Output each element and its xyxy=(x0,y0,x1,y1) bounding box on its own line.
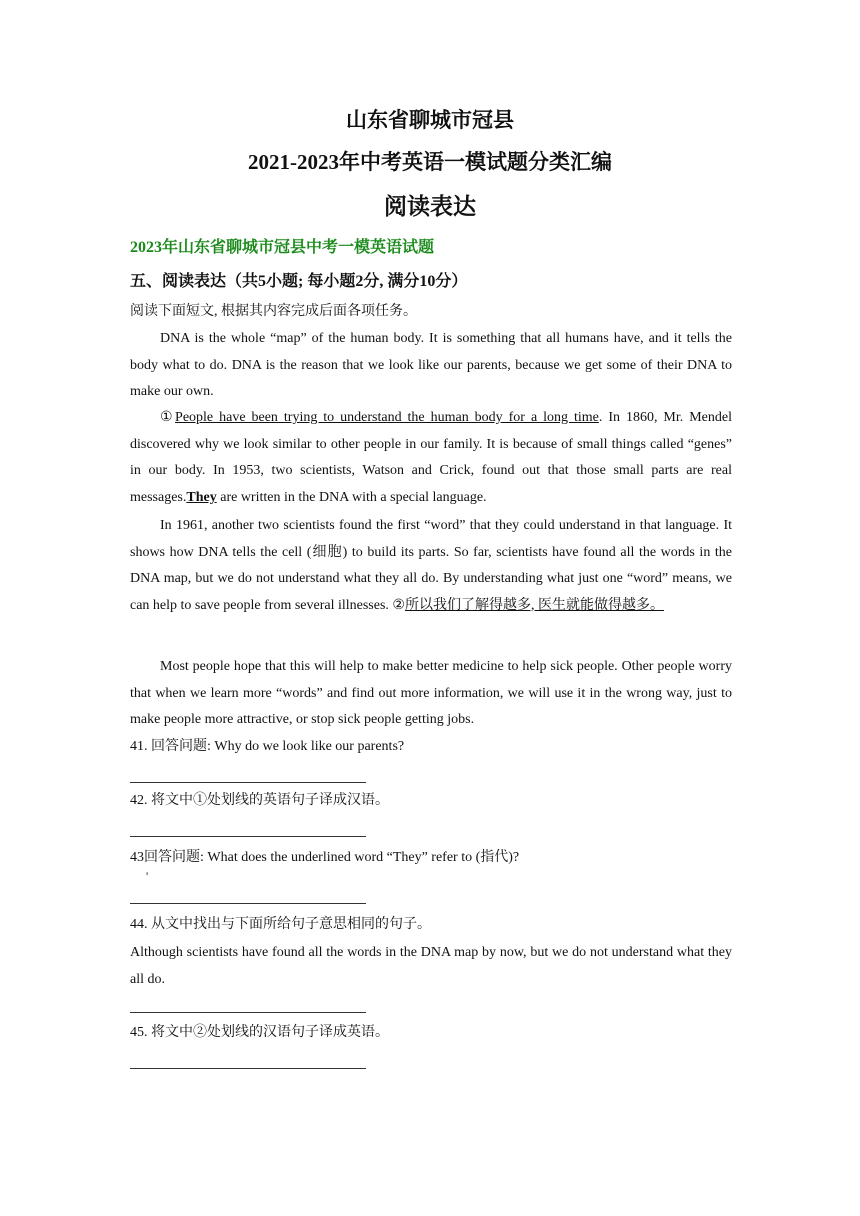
passage-paragraph-2 xyxy=(130,405,732,511)
header-region: 山东省聊城市冠县 xyxy=(346,108,514,132)
passage-paragraph-3 xyxy=(130,513,732,619)
header-collection-title: 2021-2023年中考英语一模试题分类汇编 xyxy=(248,150,612,174)
passage-paragraph-1: DNA is the whole “map” of the human body. It is something that all humans have, and it tells the body what to do. DNA is the reason that we look like our parents, because we get some of their DNA to make our own. xyxy=(130,331,732,399)
question-43: 43回答问题: What does the underlined word “They” refer to (指代)? xyxy=(130,850,520,865)
marker-2: ② xyxy=(392,597,405,613)
question-45: 45. 将文中②处划线的汉语句子译成英语。 xyxy=(130,1025,389,1040)
question-44: 44. 从文中找出与下面所给句子意思相同的句子。 xyxy=(130,917,431,932)
passage-paragraph-4: Most people hope that this will help to make better medicine to help sick people. Other people worry that when we learn more “words” and find out more information, we will use it in the wrong way, just to make people more attractive, or stop sick people getting jobs. xyxy=(130,659,732,727)
paragraph-2-middle: . In 1860, Mr. Mendel discovered why we look similar to other people in our family. It is because of small things called “genes” in our body. In 1953, two scientists, Watson and Crick, found out that those small parts are real messages. xyxy=(130,410,732,505)
section-title: 五、阅读表达（共5小题; 每小题2分, 满分10分） xyxy=(130,273,468,290)
answer-line-44[interactable] xyxy=(130,1012,366,1013)
question-41: 41. 回答问题: Why do we look like our parents? xyxy=(130,739,405,754)
question-42: 42. 将文中①处划线的英语句子译成汉语。 xyxy=(130,793,389,808)
underlined-sentence-1: People have been trying to understand the human body for a long time xyxy=(175,410,599,425)
instruction: 阅读下面短文, 根据其内容完成后面各项任务。 xyxy=(130,304,417,319)
paragraph-3-text: In 1961, another two scientists found the first “word” that they could understand in that language. It shows how DNA tells the cell (细胞) to build its parts. So far, scientists have found all the words in the DNA map, but we do not understand what they all do. By understanding what just one “word” means, we can help to save people from several illnesses. xyxy=(130,518,732,613)
question-44-sentence: Although scientists have found all the words in the DNA map by now, but we do not understand what they all do. xyxy=(130,945,732,987)
marker-1: ① xyxy=(160,410,176,425)
paragraph-2-end: are written in the DNA with a special language. xyxy=(216,489,487,505)
answer-line-43[interactable] xyxy=(130,903,366,904)
stray-mark: ' xyxy=(146,869,149,883)
underlined-sentence-2: 所以我们了解得越多, 医生就能做得越多。 xyxy=(404,597,664,613)
answer-line-41[interactable] xyxy=(130,782,366,783)
answer-line-42[interactable] xyxy=(130,836,366,837)
answer-line-45[interactable] xyxy=(130,1068,366,1069)
underlined-word-they: They xyxy=(186,489,217,505)
header-topic: 阅读表达 xyxy=(384,194,476,219)
exam-title: 2023年山东省聊城市冠县中考一模英语试题 xyxy=(130,239,435,256)
